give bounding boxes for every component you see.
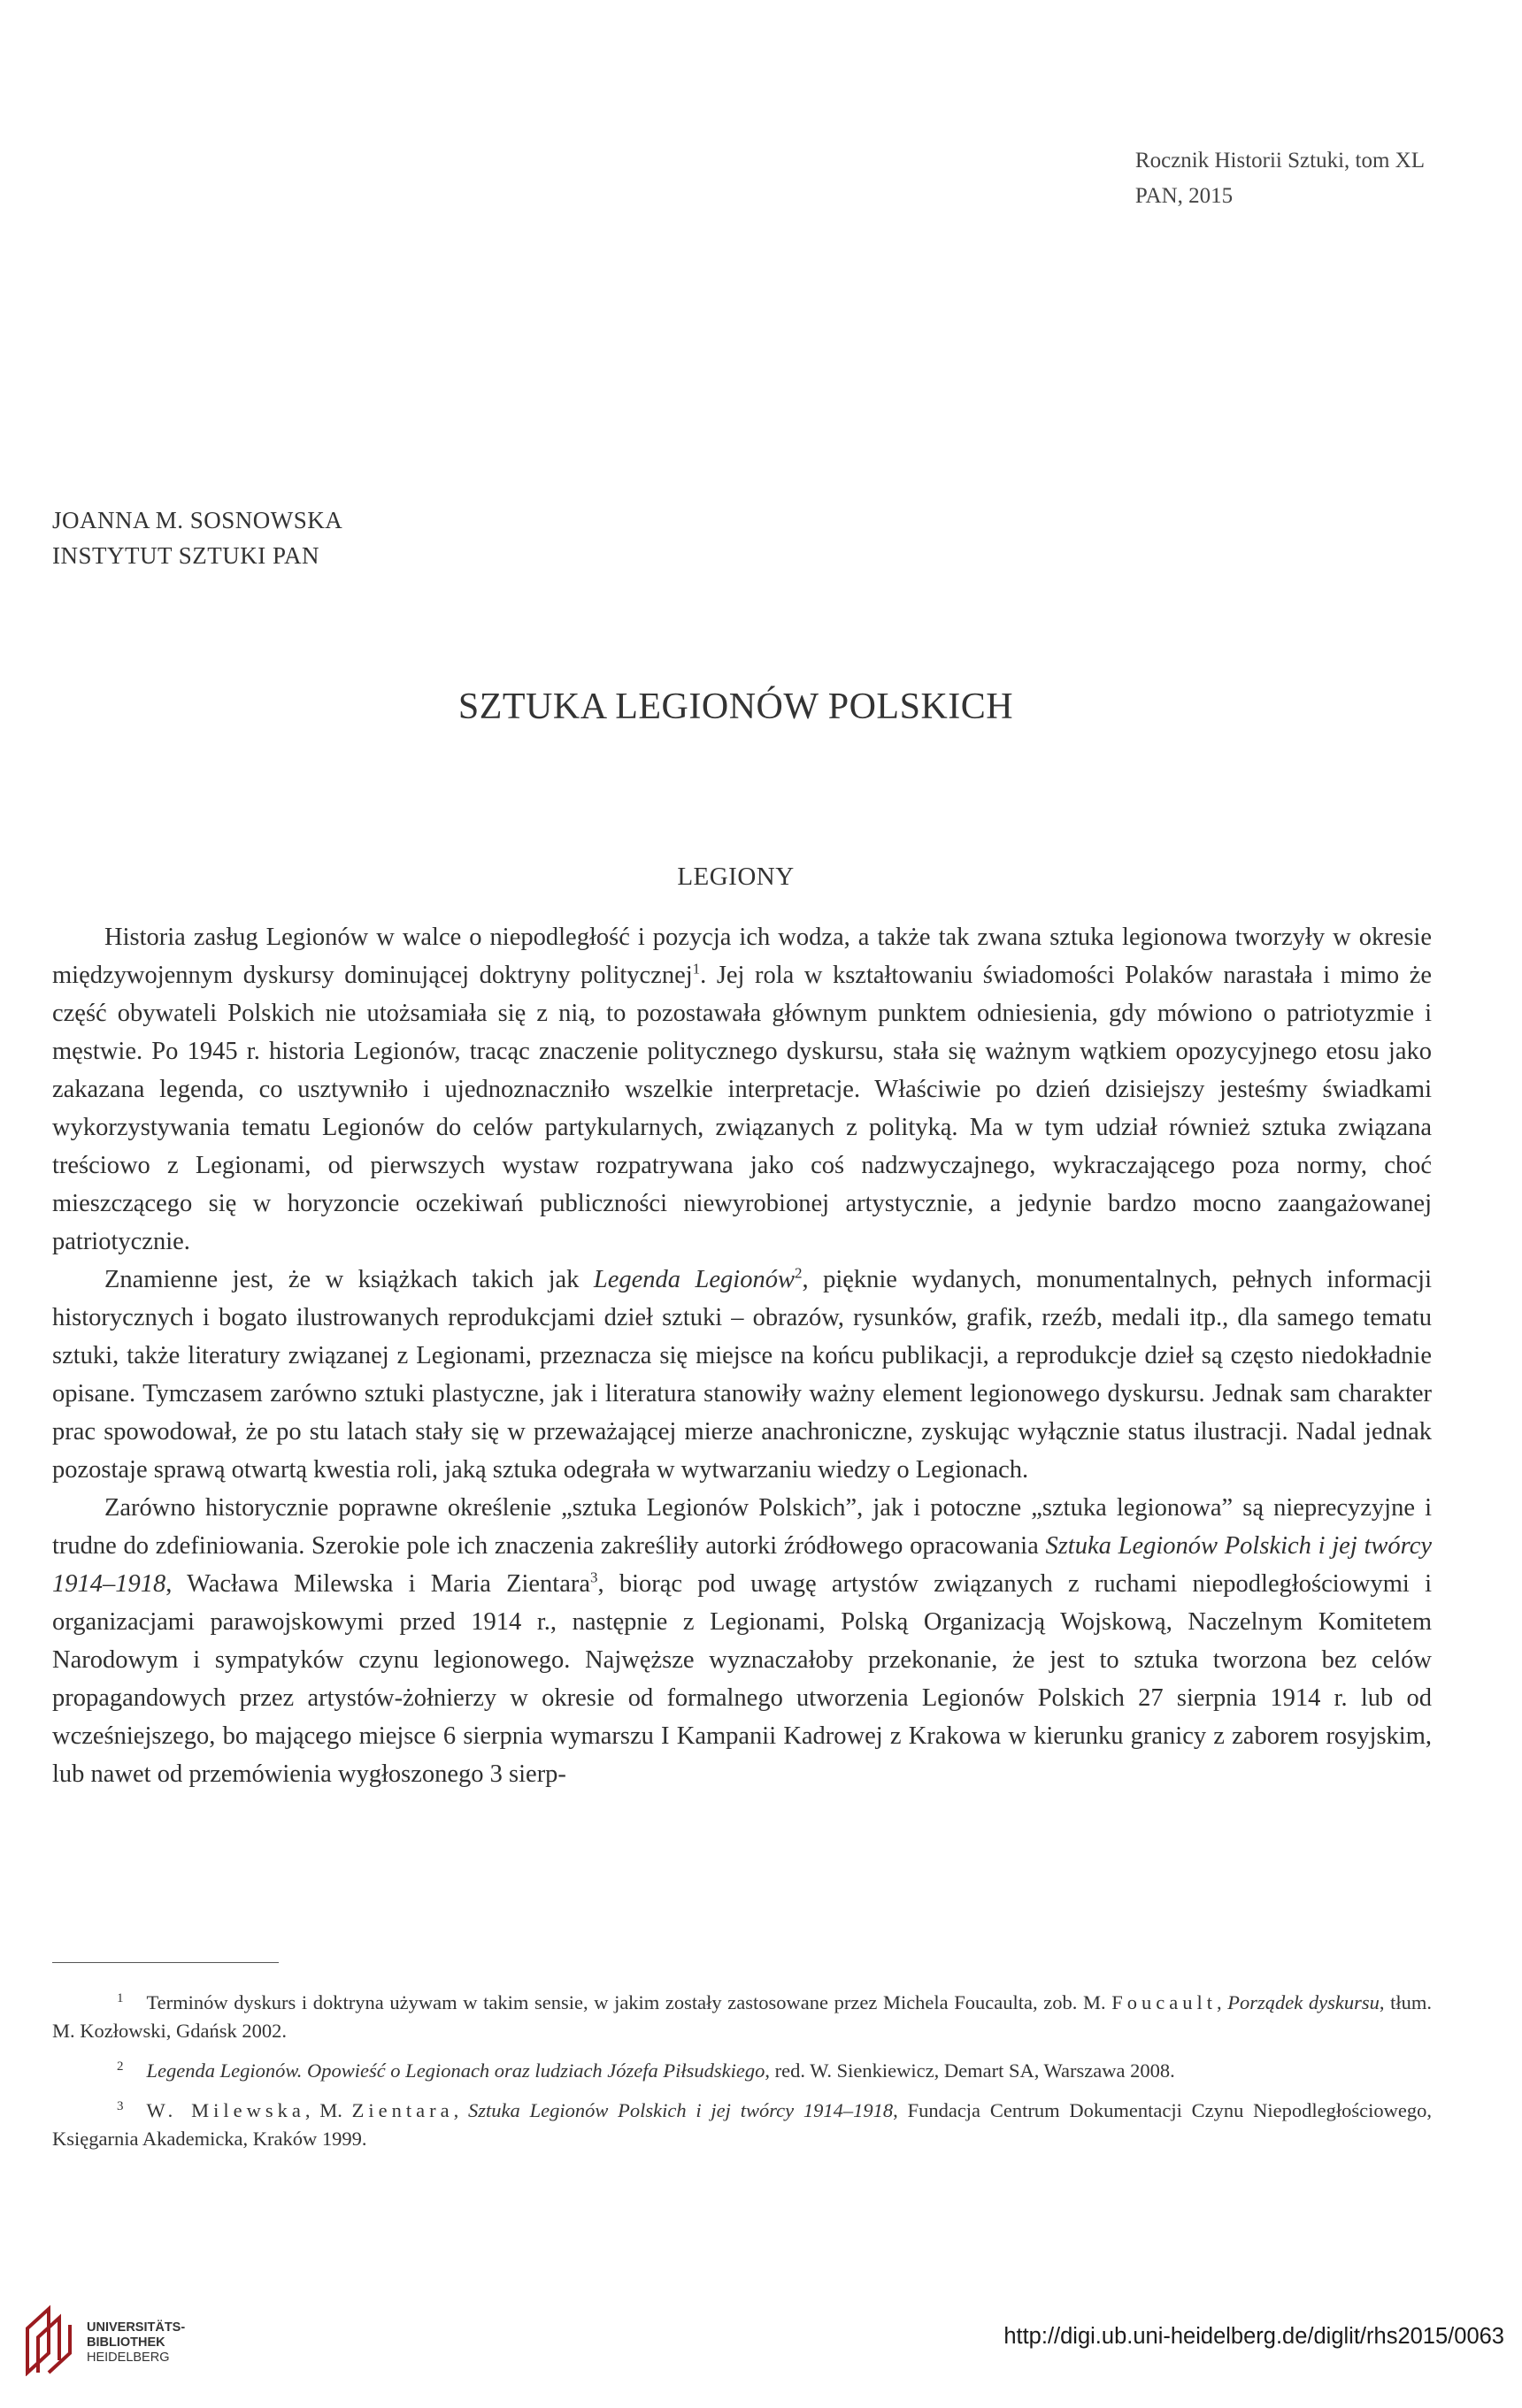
paragraph-2: Znamienne jest, że w książkach takich jak Legenda Legionów$^2$, pięknie wydanych, monumentalnych, pełnych informacji historycznych i bogato ilustrowanych reprodukcjami dzieł sztuki – obrazów, rysunków, grafik, rzeźb, medali itp., dla samego tematu sztuki, także literatury związanej z Legionami, przeznacza się miejsce na końcu publikacji, a reprodukcje dzieł są często niedokładnie opisane. Tymczasem zarówno sztuki plastyczne, jak i literatura stanowiły ważny element legionowego dyskursu. Jednak sam charakter prac spowodował, że po stu latach stały się w przeważającej mierze anachroniczne, zyskując wyłącznie status ilustracji. Nadal jednak pozostaje sprawą otwartą kwestia roli, jaką sztuka odegrała w wytwarzaniu wiedzy o Legionach. [52,1264,1433,1484]
paragraph-3: Zarówno historycznie poprawne określenie „sztuka Legionów Polskich”, jak i potoczne „sztuka legionowa” są nieprecyzyjne i trudne do zdefiniowania. Szerokie pole ich znaczenia zakreśliły autorki źródłowego opracowania Sztuka Legionów Polskich i jej twórcy 1914–1918, Wacława Milewska i Maria Zientara$^3$, biorąc pod uwagę artystów związanych z ruchami niepodległościowymi i organizacjami parawojskowymi przed 1914 r., następnie z Legionami, Polską Organizacją Wojskową, Naczelnym Komitetem Narodowym i sympatyków czynu legionowego. Najwęższe wyznaczałoby przekonanie, że jest to sztuka tworzona bez celów propagandowych przez artystów-żołnierzy w okresie od formalnego utworzenia Legionów Polskich 27 sierpnia 1914 r. lub od wcześniejszego, bo mającego miejsce 6 sierpnia wymarszu I Kampanii Kadrowej z Krakowa w kierunku granicy z zaborem rosyjskim, lub nawet od przemówienia wygłoszonego 3 sierp- [52,1494,1432,1788]
author-affiliation: INSTYTUT SZTUKI PAN [52,542,320,569]
footnote-2: $^2$ Legenda Legionów. Opowieść o Legionach oraz ludziach Józefa Piłsudskiego, red. W. Sienkiewicz, Demart SA, Warszawa 2008. [117,2059,1175,2082]
footer-bar [0,2291,1522,2408]
library-logo-icon[interactable] [22,2302,81,2381]
paragraph-1: Historia zasług Legionów w walce o niepodległość i pozycja ich wodza, a także tak zwana sztuka legionowa tworzyły w okresie międzywojennym dyskursy dominującej doktryny politycznej$^1$. Jej rola w kształtowaniu świadomości Polaków narastała i mimo że część obywateli Polskich nie utożsamiała się z nią, to pozostawała głównym punktem odniesienia, gdy mówiono o patriotyzmie i męstwie. Po 1945 r. historia Legionów, tracąc znaczenie politycznego dyskursu, stała się ważnym wątkiem opozycyjnego etosu jako zakazana legenda, co usztywniło i ujednoznaczniło wszelkie interpretacje. Właściwie po dzień dzisiejszy jesteśmy świadkami wykorzystywania tematu Legionów do celów partykularnych, związanych z polityką. Ma w tym udział również sztuka związana treściowo z Legionami, od pierwszych wystaw rozpatrywana jako coś nadzwyczajnego, wykraczającego poza normy, choć mieszczącego się w horyzoncie oczekiwań publiczności niewyrobionej artystycznie, a jedynie bardzo mocno zaangażowanej patriotycznie. [52,924,1432,1255]
section-heading: LEGIONY [677,863,795,891]
footnote-separator [52,1962,279,1963]
footnote-ref-2[interactable]: 2 [794,1264,803,1282]
footnote-ref-1[interactable]: 1 [692,960,701,978]
footnote-1: $^1$ Terminów dyskurs i doktryna używam w takim sensie, w jakim zostały zastosowane przez Michela Foucaulta, zob. M. Foucault, Porządek dyskursu, tłum. M. Kozłowski, Gdańsk 2002. [52,1990,1432,2042]
library-name: UNIVERSITÄTS- BIBLIOTHEK HEIDELBERG [87,2320,186,2365]
source-url-link[interactable]: http://digi.ub.uni-heidelberg.de/diglit/rhs2015/0063 [1003,2324,1504,2349]
journal-title: Rocznik Historii Sztuki, tom XL [1134,149,1425,173]
author-name: JOANNA M. SOSNOWSKA [52,507,343,533]
article-title: SZTUKA LEGIONÓW POLSKICH [457,686,1014,727]
footnote-ref-3[interactable]: 3 [590,1568,598,1586]
author-block [52,502,342,573]
journal-header [1135,143,1425,214]
article-body [52,918,1432,1793]
journal-publisher-year: PAN, 2015 [1134,184,1234,208]
footnote-3: $^3$ W. Milewska, M. Zientara, Sztuka Legionów Polskich i jej twórcy 1914–1918, Fundacja Centrum Dokumentacji Czynu Niepodległościowego, Księgarnia Akademicka, Kraków 1999. [52,2098,1432,2150]
footnotes [52,1989,1432,2165]
